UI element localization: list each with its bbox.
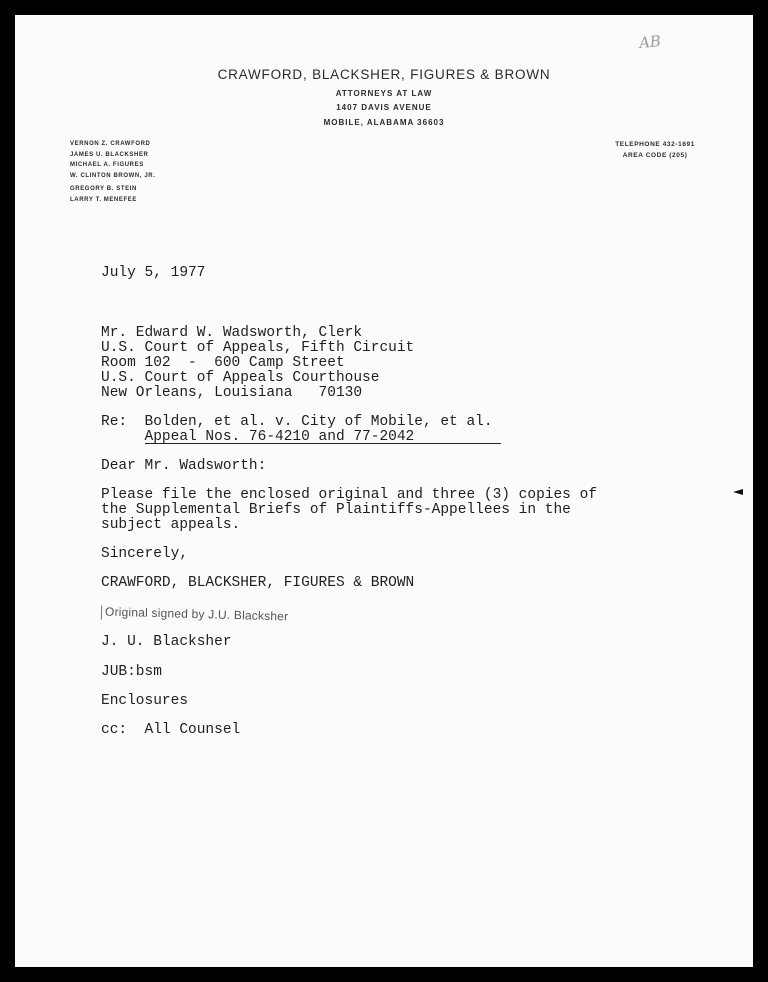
address-line: U.S. Court of Appeals, Fifth Circuit (101, 340, 415, 356)
firm-signature: CRAWFORD, BLACKSHER, FIGURES & BROWN (101, 575, 415, 591)
handwritten-initials: AB (638, 31, 662, 53)
signature-stamp-text: Original signed by J.U. Blacksher (104, 604, 289, 624)
re-appeal-numbers: Appeal Nos. 76-4210 and 77-2042 (101, 429, 415, 445)
signer-name: J. U. Blacksher (101, 634, 232, 650)
address-line: Room 102 - 600 Camp Street (101, 355, 345, 371)
partner-name: GREGORY B. STEIN (70, 186, 137, 192)
signature-stamp (101, 605, 289, 625)
salutation: Dear Mr. Wadsworth: (101, 458, 267, 474)
stamp-bar (101, 605, 102, 619)
partner-name: W. CLINTON BROWN, JR. (70, 172, 156, 179)
body-line: Please file the enclosed original and three (3) copies of (101, 487, 597, 503)
enclosures: Enclosures (101, 693, 189, 709)
address-line: New Orleans, Louisiana 70130 (101, 385, 363, 401)
area-code: AREA CODE (205) (622, 152, 688, 159)
partner-name: MICHAEL A. FIGURES (70, 162, 144, 168)
body-line: the Supplemental Briefs of Plaintiffs-Appellees in the (101, 502, 571, 518)
cc-line: cc: All Counsel (101, 722, 241, 738)
partner-name: LARRY T. MENEFEE (70, 196, 137, 203)
partner-name: VERNON Z. CRAWFORD (70, 141, 151, 147)
letter-page (15, 15, 753, 967)
firm-name: CRAWFORD, BLACKSHER, FIGURES & BROWN (217, 67, 551, 82)
telephone-number: TELEPHONE 432-1691 (615, 141, 695, 148)
firm-street: 1407 DAVIS AVENUE (336, 103, 432, 112)
letter-date: July 5, 1977 (101, 265, 206, 281)
re-line: Re: Bolden, et al. v. City of Mobile, et al. (101, 414, 493, 430)
address-line: Mr. Edward W. Wadsworth, Clerk (101, 325, 363, 341)
partner-list (70, 139, 156, 205)
body-line: subject appeals. (101, 517, 241, 533)
firm-city: MOBILE, ALABAMA 36603 (323, 118, 445, 127)
partner-name: JAMES U. BLACKSHER (70, 151, 149, 158)
closing: Sincerely, (101, 546, 189, 562)
firm-subtitle: ATTORNEYS AT LAW (335, 89, 433, 98)
phone-block (615, 139, 695, 161)
reference-initials: JUB:bsm (101, 664, 162, 680)
re-underline (145, 443, 501, 444)
address-line: U.S. Court of Appeals Courthouse (101, 370, 380, 386)
edge-mark (733, 489, 743, 495)
